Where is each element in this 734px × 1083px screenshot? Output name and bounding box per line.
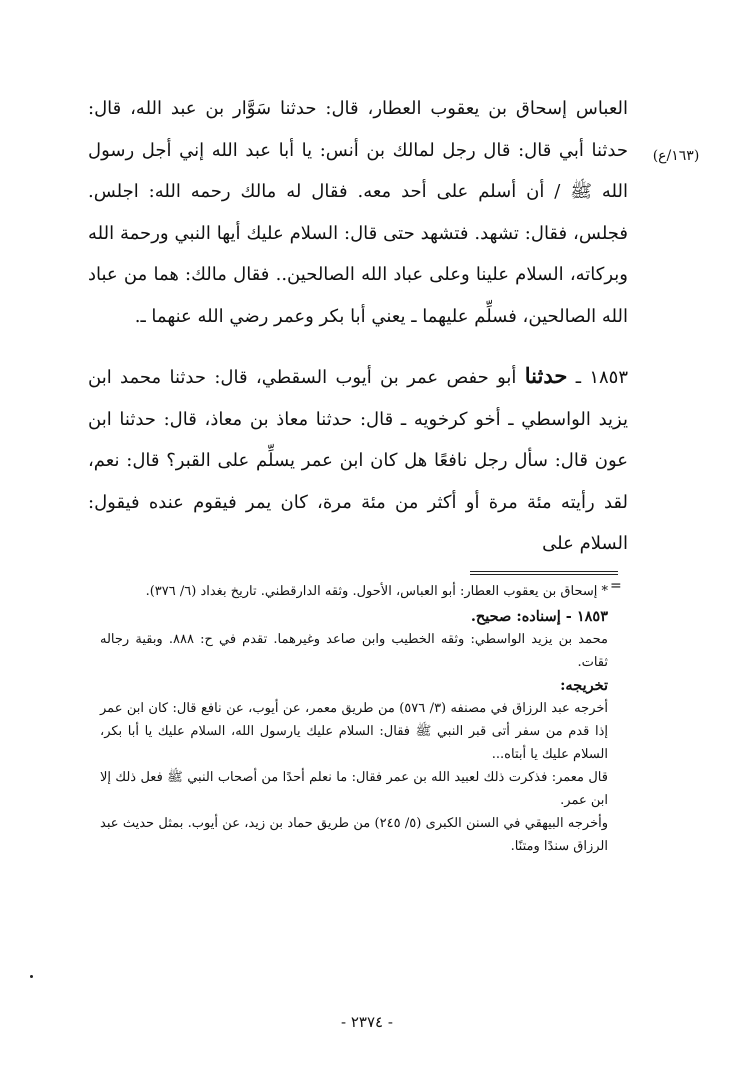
haddathana-keyword: حدثنا — [524, 363, 568, 388]
hadith-number: ١٨٥٣ ـ — [575, 367, 628, 388]
footnote-takhrij-1: أخرجه عبد الرزاق في مصنفه (٣/ ٥٧٦) من طريق معمر، عن أيوب، عن نافع قال: كان ابن عمر إذا قدم من سفر أتى قبر النبي ﷺ فقال: السلام عليك يارسول الله، السلام عليك يا أبا بكر، السلام عليك يا أبتاه... — [100, 701, 609, 762]
margin-reference: (١٦٣/ع) — [652, 148, 700, 164]
footnote-divider — [470, 571, 618, 572]
footnote-takhrij-2: قال معمر: فذكرت ذلك لعبيد الله بن عمر فقال: ما نعلم أحدًا من أصحاب النبي ﷺ فعل ذلك إلا ابن عمر. — [100, 770, 608, 808]
scan-speck — [30, 975, 33, 978]
main-text-block — [88, 88, 628, 565]
footnote-divider-second — [470, 574, 618, 575]
footnote-takhrij-heading: تخريجه: — [560, 677, 608, 694]
hadith-text: أبو حفص عمر بن أيوب السقطي، قال: حدثنا محمد ابن يزيد الواسطي ـ أخو كرخويه ـ قال: حدثنا معاذ بن معاذ، قال: حدثنا ابن عون قال: سأل رجل نافعًا هل كان ابن عمر يسلِّم على القبر؟ قال: نعم، لقد رأيته مئة مرة أو أكثر من مئة مرة، كان يمر فيقوم عنده فيقول: السلام على — [88, 367, 628, 554]
footnote-continuation-mark: = — [610, 578, 622, 594]
footnote-takhrij-3: وأخرجه البيهقي في السنن الكبرى (٥/ ٢٤٥) من طريق حماد بن زيد، عن أيوب. بمثل حديث عبد الرزاق سندًا ومتنًا. — [100, 816, 608, 854]
page-number: - ٢٣٧٤ - — [341, 1013, 393, 1031]
main-paragraph-2 — [88, 355, 628, 565]
footnote-isnad-heading: ١٨٥٣ - إسناده: صحيح. — [470, 608, 608, 625]
footnotes-block — [100, 580, 608, 858]
footnote-narrator-1: * إسحاق بن يعقوب العطار: أبو العباس، الأحول. وثقه الدارقطني. تاريخ بغداد (٦/ ٣٧٦). — [145, 584, 608, 599]
footnote-narrator-2: محمد بن يزيد الواسطي: وثقه الخطيب وابن صاعد وغيرهما. تقدم في ح: ٨٨٨. وبقية رجاله ثقات. — [100, 632, 608, 670]
main-paragraph-1: العباس إسحاق بن يعقوب العطار، قال: حدثنا سَوَّار بن عبد الله، قال: حدثنا أبي قال: قال رجل لمالك بن أنس: يا أبا عبد الله إني أجل رسول الله ﷺ / أن أسلم على أحد معه. فقال له مالك رحمه الله: اجلس. فجلس، فقال: تشهد. فتشهد حتى قال: السلام عليك أيها النبي ورحمة الله وبركاته، السلام علينا وعلى عباد الله الصالحين.. فقال مالك: هما من عباد الله الصالحين، فسلِّم عليهما ـ يعني أبا بكر وعمر رضي الله عنهما ـ. — [88, 98, 628, 327]
